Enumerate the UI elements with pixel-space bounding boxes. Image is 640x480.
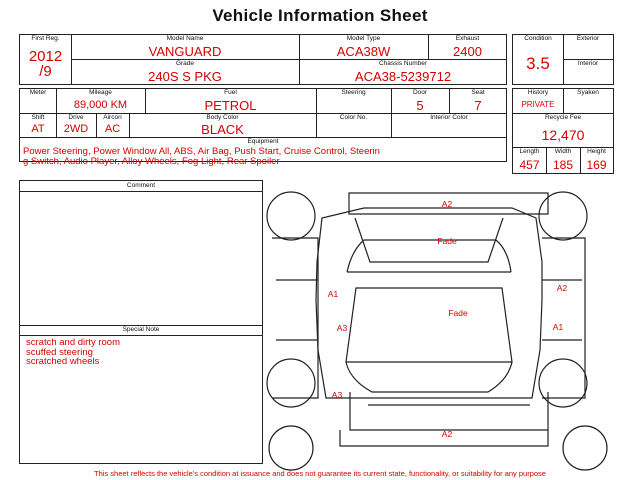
special-note-item: scratch and dirty room (26, 337, 120, 348)
drive-label: Drive (68, 114, 84, 121)
recycle-fee-label: Recycle Fee (544, 114, 582, 121)
equipment-line: Power Steering, Power Window All, ABS, Air Bag, Push Start, Cruise Control, Steerin (23, 146, 380, 157)
special-note-item: scratched wheels (26, 356, 100, 367)
body-color-value: BLACK (201, 122, 244, 137)
first-reg-month: /9 (39, 63, 52, 80)
fuel-label: Fuel (224, 89, 237, 96)
history-label: History (527, 89, 549, 96)
mark-hood: Fade (437, 236, 457, 246)
exhaust-label: Exhaust (455, 35, 480, 42)
model-type-value: ACA38W (336, 44, 391, 59)
equipment-label: Equipment (247, 138, 279, 145)
width-label: Width (554, 148, 572, 155)
seat-label: Seat (471, 89, 485, 96)
height-value: 169 (586, 158, 607, 172)
mark-top: A2 (441, 199, 453, 209)
aircon-label: Aircon (103, 114, 122, 121)
door-label: Door (412, 89, 428, 96)
drive-value: 2WD (63, 123, 89, 135)
model-type-label: Model Type (346, 35, 381, 42)
sheet-title: Vehicle Information Sheet (212, 6, 428, 25)
seat-value: 7 (474, 98, 482, 113)
history-value: PRIVATE (521, 100, 555, 109)
door-value: 5 (416, 98, 424, 113)
color-no-label: Color No. (339, 114, 368, 121)
interior-color-label: Interior Color (430, 114, 468, 121)
mark-right-front: A2 (556, 283, 568, 293)
mark-left-front: A1 (327, 289, 339, 299)
exterior-label: Exterior (576, 35, 600, 42)
mark-roof: Fade (448, 308, 468, 318)
length-label: Length (519, 148, 540, 155)
recycle-fee-value: 12,470 (541, 127, 585, 143)
mark-bottom: A2 (441, 429, 453, 439)
mark-left-low: A3 (331, 390, 343, 400)
grade-label: Grade (175, 60, 195, 67)
special-note-item: scuffed steering (26, 346, 93, 358)
shift-value: AT (31, 123, 45, 135)
first-reg-year: 2012 (28, 48, 63, 65)
body-color-label: Body Color (206, 114, 239, 121)
aircon-value: AC (104, 123, 121, 135)
special-note-label: Special Note (122, 326, 160, 333)
interior-label: Interior (577, 60, 599, 67)
comment-label: Comment (126, 182, 156, 189)
width-value: 185 (552, 158, 574, 172)
disclaimer-footer: This sheet reflects the vehicle's condition at issuance and does not guarantee its current state, functionality, or suitability for any purpose (94, 469, 546, 478)
meter-label: Meter (29, 89, 47, 96)
condition-label: Condition (524, 35, 552, 42)
syaken-label: Syaken (577, 89, 599, 96)
equipment-line: g Switch, Audio Player, Alloy Wheels, Fog Light, Rear Spoiler (23, 155, 280, 167)
exhaust-value: 2400 (453, 44, 482, 59)
shift-label: Shift (31, 114, 45, 121)
mark-right-rear: A1 (552, 322, 564, 332)
chassis-value: ACA38-5239712 (354, 69, 452, 84)
grade-value: 240S S PKG (148, 69, 222, 84)
fuel-value: PETROL (204, 98, 257, 113)
length-value: 457 (519, 158, 540, 172)
steering-label: Steering (341, 89, 366, 96)
model-name-label: Model Name (166, 35, 204, 42)
first-reg-label: First Reg. (31, 35, 60, 42)
mileage-label: Mileage (89, 89, 112, 96)
height-label: Height (587, 148, 606, 155)
mark-left-rear: A3 (336, 323, 348, 333)
chassis-label: Chassis Number (378, 60, 428, 67)
mileage-value: 89,000 KM (73, 99, 128, 111)
condition-value: 3.5 (526, 54, 550, 73)
model-name-value: VANGUARD (148, 44, 222, 59)
